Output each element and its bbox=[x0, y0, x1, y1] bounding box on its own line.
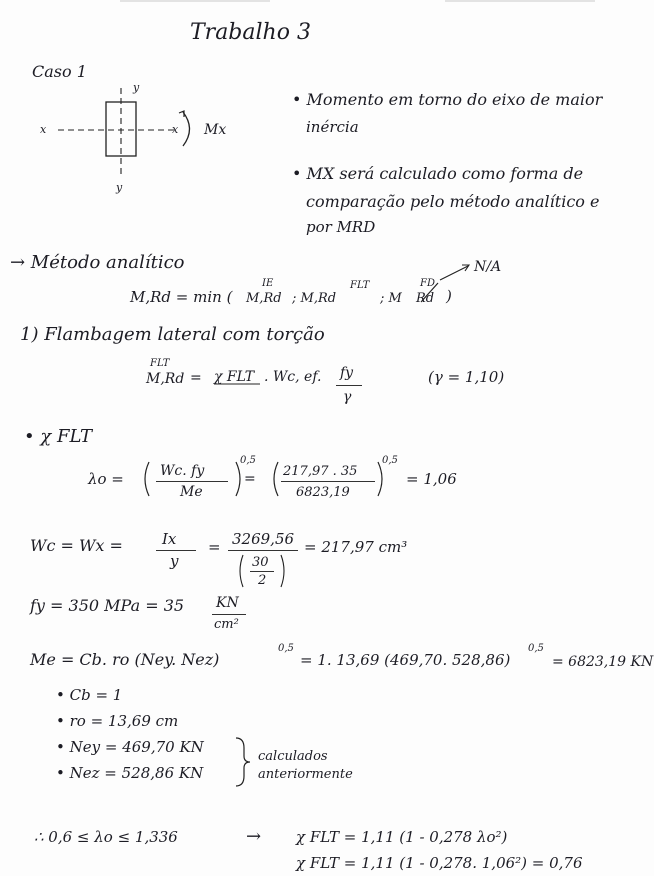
flt-gamma-value: (γ = 1,10) bbox=[428, 368, 505, 386]
axis-x-right: x bbox=[172, 123, 179, 136]
range-arrow: → bbox=[246, 826, 262, 847]
paren-right-1 bbox=[236, 462, 240, 496]
moment-arc bbox=[183, 112, 190, 146]
axis-x-left: x bbox=[40, 123, 47, 136]
note-line-4: comparação pelo método analítico e bbox=[306, 192, 600, 211]
fy-unit-den: cm² bbox=[214, 617, 239, 632]
moment-arrowhead bbox=[179, 111, 184, 117]
me-mid: = 1. 13,69 (469,70. 528,86) bbox=[300, 651, 511, 669]
wc-lhs: Wc = Wx = bbox=[30, 536, 123, 555]
calc-note-1: calculados bbox=[258, 749, 328, 764]
chi-bullet: • χ FLT bbox=[24, 426, 92, 447]
mrd-term-2-sup: FLT bbox=[350, 280, 370, 291]
note-line-5: por MRD bbox=[306, 218, 376, 236]
paren-right-2 bbox=[378, 462, 382, 496]
mrd-formula-lhs: M,Rd = min ( bbox=[130, 288, 233, 306]
chi-result-2: χ FLT = 1,11 (1 - 0,278. 1,06²) = 0,76 bbox=[296, 854, 583, 872]
na-arrow-line bbox=[440, 266, 468, 280]
calc-note-2: anteriormente bbox=[258, 767, 353, 782]
me-result: = 6823,19 KN bbox=[552, 654, 654, 670]
wc-bar-1 bbox=[156, 550, 196, 551]
lambda-eq: = bbox=[244, 471, 256, 487]
flt-gamma: γ bbox=[343, 389, 352, 405]
wc-result: = 217,97 cm³ bbox=[304, 538, 408, 556]
brace bbox=[236, 738, 250, 786]
mrd-close-paren: ) bbox=[446, 287, 452, 305]
fy-lhs: fy = 350 MPa = 35 bbox=[30, 596, 185, 615]
wc-num-1: Ix bbox=[162, 530, 177, 548]
flt-heading: 1) Flambagem lateral com torção bbox=[20, 324, 325, 345]
wc-den-1: y bbox=[170, 552, 179, 570]
lambda-frac2-num: 217,97 . 35 bbox=[283, 464, 358, 479]
lambda-range: ∴ 0,6 ≤ λo ≤ 1,336 bbox=[34, 828, 178, 846]
mrd-term-1: M,Rd bbox=[246, 291, 282, 306]
me-exp-1: 0,5 bbox=[278, 643, 294, 654]
param-ro: • ro = 13,69 cm bbox=[56, 712, 179, 730]
fy-unit-num: KN bbox=[216, 595, 239, 611]
wc-bar-2 bbox=[228, 550, 298, 551]
mrd-term-3-struck: Rd bbox=[416, 291, 435, 306]
lambda-lhs: λo = bbox=[88, 470, 124, 488]
flt-lhs-sup: FLT bbox=[150, 358, 170, 369]
na-label: N/A bbox=[474, 259, 502, 275]
mrd-term-2: ; M,Rd bbox=[292, 291, 337, 306]
lambda-result: = 1,06 bbox=[406, 470, 457, 488]
note-line-2: inércia bbox=[306, 118, 359, 136]
wc-den-2-num: 30 bbox=[252, 555, 269, 570]
wc-bar-3 bbox=[250, 571, 274, 572]
param-ney: • Ney = 469,70 KN bbox=[56, 738, 204, 756]
paren-left-3 bbox=[240, 555, 243, 587]
mrd-term-1-sup: IE bbox=[262, 278, 274, 289]
lambda-frac1-num: Wc. fy bbox=[160, 463, 205, 479]
method-heading: → Método analítico bbox=[10, 252, 185, 273]
wc-num-2: 3269,56 bbox=[232, 530, 295, 548]
lambda-frac1-bar bbox=[156, 481, 228, 482]
mrd-term-3: ; M bbox=[380, 291, 402, 306]
chi-result-1: χ FLT = 1,11 (1 - 0,278 λo²) bbox=[296, 828, 508, 846]
wc-den-2-den: 2 bbox=[258, 573, 267, 588]
note-line-3: • MX será calculado como forma de bbox=[292, 164, 584, 183]
lambda-frac2-bar bbox=[281, 481, 375, 482]
paren-left-1 bbox=[145, 462, 149, 496]
me-exp-2: 0,5 bbox=[528, 643, 544, 654]
lambda-exp-1: 0,5 bbox=[240, 455, 256, 466]
note-line-1: • Momento em torno do eixo de maior bbox=[292, 90, 603, 109]
moment-label: Mx bbox=[204, 122, 227, 138]
flt-rest: . Wc, ef. bbox=[264, 369, 322, 385]
lambda-frac2-den: 6823,19 bbox=[296, 485, 350, 500]
me-lhs: Me = Cb. ro (Ney. Nez) bbox=[30, 650, 220, 669]
param-nez: • Nez = 528,86 KN bbox=[56, 764, 204, 782]
axis-y-bottom: y bbox=[116, 181, 123, 194]
paren-right-3 bbox=[281, 555, 284, 587]
lambda-frac1-den: Me bbox=[180, 484, 203, 500]
fy-unit-bar bbox=[212, 614, 246, 615]
axis-y-top: y bbox=[133, 81, 140, 94]
param-cb: • Cb = 1 bbox=[56, 686, 123, 704]
flt-lhs: M,Rd bbox=[146, 371, 185, 387]
page-title: Trabalho 3 bbox=[190, 20, 311, 45]
flt-fy: fy bbox=[340, 365, 354, 381]
paren-left-2 bbox=[274, 462, 278, 496]
flt-fraction-bar bbox=[336, 385, 362, 386]
case-label: Caso 1 bbox=[32, 62, 87, 81]
lambda-exp-2: 0,5 bbox=[382, 455, 398, 466]
flt-chi: χ FLT bbox=[214, 369, 255, 385]
mrd-term-3-sup: FD bbox=[420, 278, 435, 289]
flt-eq: = bbox=[190, 370, 202, 386]
wc-eq: = bbox=[208, 538, 221, 556]
